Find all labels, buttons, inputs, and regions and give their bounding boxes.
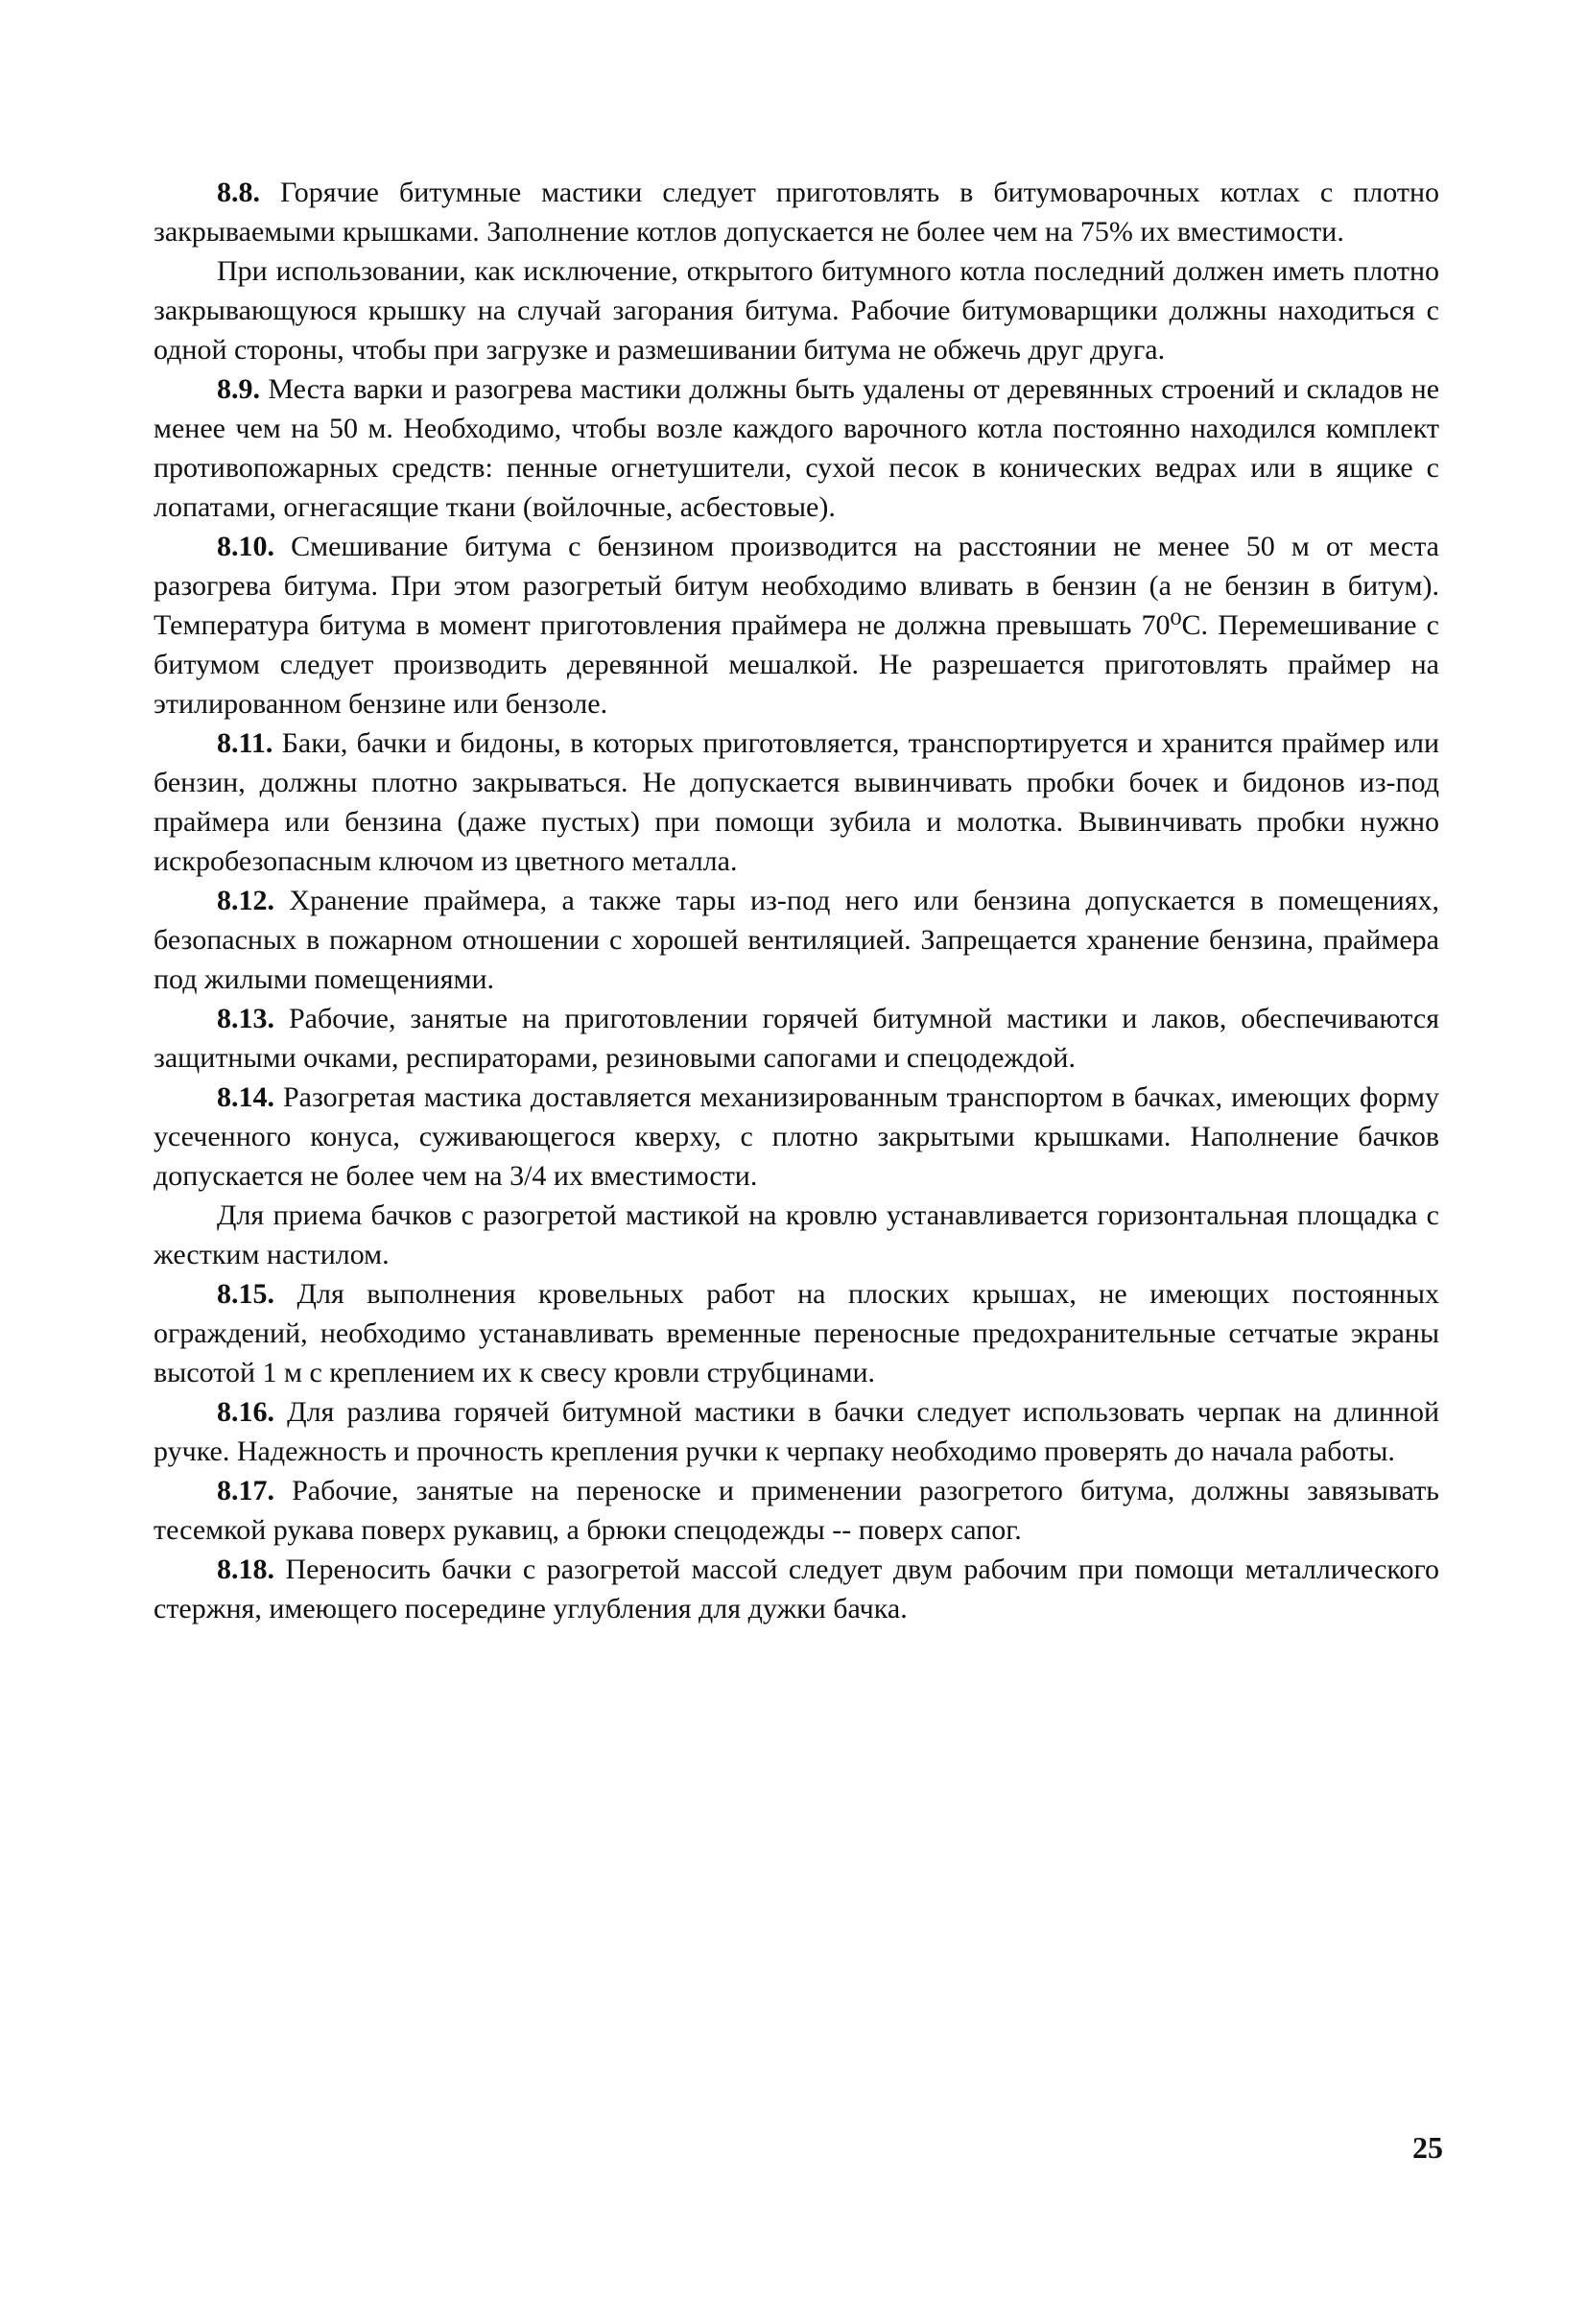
clause-text: Для разлива горячей битумной мастики в бачки следует использовать черпак на длинной ручке. Надежность и прочность крепления ручки к черпаку необходимо проверять до начала работы. bbox=[154, 1396, 1440, 1467]
clause-number: 8.11. bbox=[217, 727, 273, 759]
clause-text: При использовании, как исключение, открытого битумного котла последний должен иметь плотно закрывающуюся крышку на случай загорания битума. Рабочие битумоварщики должны находиться с одной стороны, чтобы при загрузке и размешивании битума не обжечь друг друга. bbox=[154, 255, 1439, 366]
clause-number: 8.18. bbox=[217, 1553, 274, 1585]
page-number: 25 bbox=[1412, 2130, 1443, 2165]
clause-text: Горячие битумные мастики следует приготовлять в битумоварочных котлах с плотно закрываемыми крышками. Заполнение котлов допускается не более чем на 75% их вместимости. bbox=[154, 177, 1440, 248]
clause-text: Рабочие, занятые на переноске и применении разогретого битума, должны завязывать тесемкой рукава поверх рукавиц, а брюки спецодежды -- поверх сапог. bbox=[154, 1475, 1439, 1546]
clause-text: Места варки и разогрева мастики должны быть удалены от деревянных строений и складов не менее чем на 50 м. Необходимо, чтобы возле каждого варочного котла постоянно находился комплект противопожарных средств: пенные огнетушители, сухой песок в конических ведрах или в ящике с лопатами, огнегасящие ткани (войлочные, асбестовые). bbox=[154, 373, 1440, 523]
paragraph-8-13 bbox=[154, 999, 1439, 1078]
clause-number: 8.17. bbox=[217, 1475, 274, 1506]
clause-text: Для выполнения кровельных работ на плоских крышах, не имеющих постоянных ограждений, необходимо устанавливать временные переносные предохранительные сетчатые экраны высотой 1 м с креплением их к свесу кровли струбцинами. bbox=[154, 1278, 1439, 1388]
clause-text: Баки, бачки и бидоны, в которых приготовляется, транспортируется и хранится праймер или бензин, должны плотно закрываться. Не допускается вывинчивать пробки бочек и бидонов из-под праймера или бензина (даже пустых) при помощи зубила и молотка. Вывинчивать пробки нужно искробезопасным ключом из цветного металла. bbox=[154, 727, 1439, 877]
clause-text: Хранение праймера, а также тары из-под него или бензина допускается в помещениях, безопасных в пожарном отношении с хорошей вентиляцией. Запрещается хранение бензина, праймера под жилыми помещениями. bbox=[154, 885, 1440, 995]
clause-number: 8.13. bbox=[217, 1003, 274, 1034]
paragraph-8-18 bbox=[154, 1550, 1439, 1628]
clause-number: 8.16. bbox=[217, 1396, 274, 1428]
paragraph-8-14 bbox=[154, 1078, 1439, 1196]
clause-number: 8.12. bbox=[217, 885, 274, 916]
paragraph-8-8-continued bbox=[154, 251, 1439, 369]
paragraph-8-16 bbox=[154, 1392, 1439, 1471]
clause-number: 8.10. bbox=[217, 531, 274, 562]
clause-text: Для приема бачков с разогретой мастикой на кровлю устанавливается горизонтальная площадка с жестким настилом. bbox=[154, 1199, 1439, 1270]
clause-number: 8.14. bbox=[217, 1081, 274, 1113]
paragraph-8-9 bbox=[154, 369, 1439, 527]
clause-text: Переносить бачки с разогретой массой следует двум рабочим при помощи металлического стержня, имеющего посередине углубления для дужки бачка. bbox=[154, 1553, 1439, 1624]
paragraph-8-12 bbox=[154, 881, 1439, 999]
paragraph-8-8 bbox=[154, 173, 1439, 251]
clause-number: 8.15. bbox=[217, 1278, 274, 1310]
paragraph-8-10 bbox=[154, 527, 1439, 723]
paragraph-8-14-continued bbox=[154, 1196, 1439, 1274]
paragraph-8-11 bbox=[154, 723, 1439, 881]
clause-text: Рабочие, занятые на приготовлении горячей битумной мастики и лаков, обеспечиваются защитными очками, респираторами, резиновыми сапогами и спецодеждой. bbox=[154, 1003, 1440, 1074]
clause-number: 8.8. bbox=[217, 177, 260, 208]
paragraph-8-17 bbox=[154, 1471, 1439, 1550]
paragraph-8-15 bbox=[154, 1274, 1439, 1392]
clause-number: 8.9. bbox=[217, 373, 260, 405]
clause-text: Разогретая мастика доставляется механизированным транспортом в бачках, имеющих форму усеченного конуса, суживающегося кверху, с плотно закрытыми крышками. Наполнение бачков допускается не более чем на 3/4 их вместимости. bbox=[154, 1081, 1440, 1192]
clause-text: Смешивание битума с бензином производится на расстоянии не менее 50 м от места разогрева битума. При этом разогретый битум необходимо вливать в бензин (а не бензин в битум). Температура битума в момент приготовления праймера не должна превышать 70⁰С. Перемешивание с битумом следует производить деревянной мешалкой. Не разрешается приготовлять праймер на этилированном бензине или бензоле. bbox=[154, 531, 1440, 720]
document-body bbox=[154, 173, 1439, 1628]
